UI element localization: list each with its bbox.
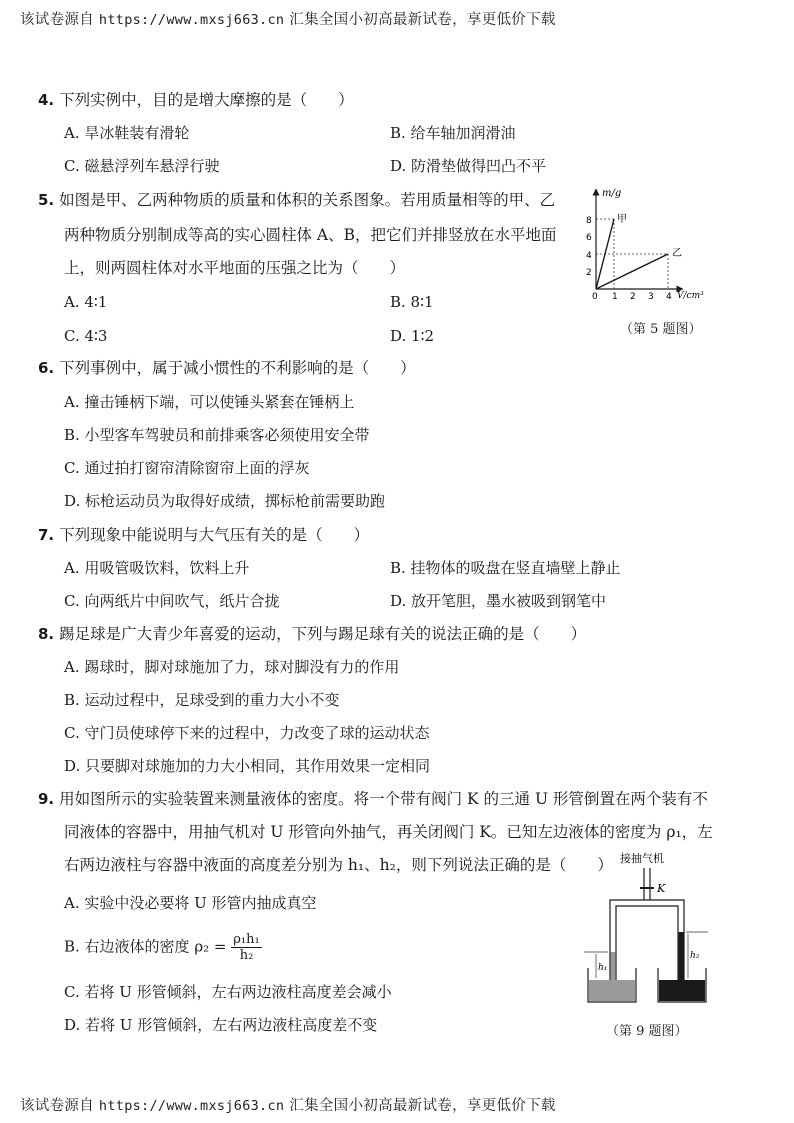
q7-option-d[interactable]: D. 放开笔胆，墨水被吸到钢笔中 — [390, 592, 607, 610]
x-tick-0: 0 — [592, 292, 598, 302]
question-text: 踢足球是广大青少年喜爱的运动，下列与踢足球有关的说法正确的是（ ） — [59, 625, 587, 643]
footer-prefix: 该试卷源自 — [20, 1098, 94, 1114]
fraction-denominator: h₂ — [239, 948, 254, 963]
q5-option-b[interactable]: B. 8∶1 — [390, 293, 434, 311]
question-8-stem — [38, 624, 586, 644]
question-5-line1 — [38, 190, 555, 210]
q7-option-c[interactable]: C. 向两纸片中间吹气，纸片合拢 — [64, 592, 280, 610]
question-9-line2: 同液体的容器中，用抽气机对 U 形管向外抽气，再关闭阀门 K。已知左边液体的密度为 ρ₁，左 — [64, 823, 713, 841]
y-axis-label: m/g — [602, 188, 622, 199]
footer-url[interactable]: https://www.mxsj663.cn — [98, 1098, 285, 1114]
q8-option-b[interactable]: B. 运动过程中，足球受到的重力大小不变 — [64, 691, 340, 709]
q5-option-a[interactable]: A. 4∶1 — [64, 293, 108, 311]
q7-option-a[interactable]: A. 用吸管吸饮料，饮料上升 — [64, 559, 250, 577]
y-tick-8: 8 — [586, 216, 592, 226]
q4-option-d[interactable]: D. 防滑垫做得凹凸不平 — [390, 157, 547, 175]
question-text: 下列实例中，目的是增大摩擦的是（ ） — [59, 91, 354, 109]
left-liquid — [589, 980, 635, 1001]
question-6-stem — [38, 358, 416, 378]
q9-option-a[interactable]: A. 实验中没必要将 U 形管内抽成真空 — [64, 894, 317, 912]
q9-option-c[interactable]: C. 若将 U 形管倾斜，左右两边液柱高度差会减小 — [64, 983, 392, 1001]
q4-option-a[interactable]: A. 旱冰鞋装有滑轮 — [64, 124, 190, 142]
density-fraction — [231, 932, 261, 963]
label-yi: 乙 — [672, 248, 682, 259]
q6-option-a[interactable]: A. 撞击锤柄下端，可以使锤头紧套在锤柄上 — [64, 393, 355, 411]
u-tube-inner — [616, 906, 678, 990]
line-yi — [596, 254, 668, 289]
question-text: 如图是甲、乙两种物质的质量和体积的关系图象。若用质量相等的甲、乙 — [59, 191, 556, 209]
u-tube-outer — [610, 900, 684, 990]
fraction-numerator: ρ₁h₁ — [233, 932, 260, 947]
question-9-line1 — [38, 789, 708, 809]
footer-suffix: 汇集全国小初高最新试卷，享更低价下载 — [289, 1098, 556, 1114]
header-prefix: 该试卷源自 — [20, 12, 94, 28]
question-number: 4. — [38, 91, 55, 109]
question-number: 8. — [38, 625, 55, 643]
q5-figure-caption: （第 5 题图） — [620, 322, 702, 337]
pump-label: 接抽气机 — [620, 852, 664, 865]
y-tick-6: 6 — [586, 233, 592, 243]
question-number: 7. — [38, 526, 55, 544]
question-text: 下列事例中，属于减小惯性的不利影响的是（ ） — [59, 359, 416, 377]
right-liquid-column — [679, 932, 684, 980]
question-number: 9. — [38, 790, 55, 808]
q8-option-a[interactable]: A. 踢球时，脚对球施加了力，球对脚没有力的作用 — [64, 658, 400, 676]
q9-option-b[interactable] — [64, 932, 262, 963]
question-number: 5. — [38, 191, 55, 209]
q4-option-b[interactable]: B. 给车轴加润滑油 — [390, 124, 516, 142]
page-header — [20, 8, 556, 29]
h1-label: h₁ — [598, 963, 608, 973]
q4-option-c[interactable]: C. 磁悬浮列车悬浮行驶 — [64, 157, 220, 175]
h2-label: h₂ — [690, 951, 700, 961]
question-4-stem — [38, 90, 354, 110]
q8-option-d[interactable]: D. 只要脚对球施加的力大小相同，其作用效果一定相同 — [64, 757, 431, 775]
question-5-line2: 两种物质分别制成等高的实心圆柱体 A、B，把它们并排竖放在水平地面 — [64, 226, 557, 244]
y-tick-2: 2 — [586, 268, 592, 278]
q5-mass-volume-graph — [584, 184, 714, 304]
question-5-line3: 上，则两圆柱体对水平地面的压强之比为（ ） — [64, 259, 406, 277]
q9-figure-caption: （第 9 题图） — [606, 1024, 688, 1039]
question-number: 6. — [38, 359, 55, 377]
x-tick-4: 4 — [666, 292, 672, 302]
y-tick-4: 4 — [586, 251, 592, 261]
q6-option-c[interactable]: C. 通过拍打窗帘清除窗帘上面的浮灰 — [64, 459, 310, 477]
q5-option-c[interactable]: C. 4∶3 — [64, 327, 108, 345]
line-jia — [596, 219, 614, 289]
q5-option-d[interactable]: D. 1∶2 — [390, 327, 435, 345]
header-suffix: 汇集全国小初高最新试卷，享更低价下载 — [289, 12, 556, 28]
x-tick-3: 3 — [648, 292, 654, 302]
q9-option-d[interactable]: D. 若将 U 形管倾斜，左右两边液柱高度差不变 — [64, 1016, 378, 1034]
question-7-stem — [38, 525, 369, 545]
q9-option-b-prefix: B. 右边液体的密度 ρ₂ = — [64, 937, 227, 956]
valve-label: K — [657, 882, 666, 895]
question-9-line3: 右两边液柱与容器中液面的高度差分别为 h₁、h₂，则下列说法正确的是（ ） — [64, 856, 613, 874]
q8-option-c[interactable]: C. 守门员使球停下来的过程中，力改变了球的运动状态 — [64, 724, 430, 742]
left-liquid-column — [611, 952, 616, 980]
x-axis-label: V/cm³ — [677, 291, 704, 301]
q9-u-tube-apparatus — [578, 850, 718, 1010]
question-text: 下列现象中能说明与大气压有关的是（ ） — [59, 526, 370, 544]
q6-option-b[interactable]: B. 小型客车驾驶员和前排乘客必须使用安全带 — [64, 426, 370, 444]
x-tick-2: 2 — [630, 292, 636, 302]
q7-option-b[interactable]: B. 挂物体的吸盘在竖直墙壁上静止 — [390, 559, 621, 577]
header-url[interactable]: https://www.mxsj663.cn — [98, 12, 285, 28]
q6-option-d[interactable]: D. 标枪运动员为取得好成绩，掷标枪前需要助跑 — [64, 492, 386, 510]
x-tick-1: 1 — [612, 292, 618, 302]
right-liquid — [659, 980, 705, 1001]
question-text: 用如图所示的实验装置来测量液体的密度。将一个带有阀门 K 的三通 U 形管倒置在两个装有不 — [59, 790, 708, 808]
label-jia: 甲 — [617, 214, 627, 225]
page-footer — [20, 1094, 556, 1115]
